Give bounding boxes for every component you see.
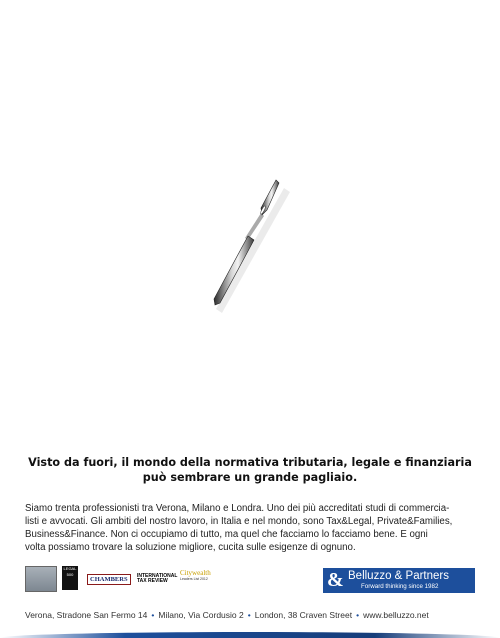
body-line-4: volta possiamo trovare la soluzione migliore, cucita sulle esigenze di ognuno.: [25, 542, 356, 553]
separator-dot: •: [247, 610, 251, 620]
body-copy: [25, 502, 480, 554]
separator-dot: •: [151, 610, 155, 620]
body-line-1: Siamo trenta professionisti tra Verona, Milano e Londra. Uno dei più accreditati studi di commercia-: [25, 503, 450, 514]
headline-line-2: può sembrare un grande pagliaio.: [142, 471, 358, 484]
footer-addresses: [25, 610, 480, 620]
ampersand-icon: &: [327, 569, 344, 591]
headline: [0, 455, 500, 485]
brand-tagline: Forward thinking since 1982: [361, 583, 439, 590]
chambers-logo: CHAMBERS: [87, 574, 131, 585]
bottom-wave: [0, 632, 500, 638]
legal500-uk-logo: [25, 566, 57, 592]
separator-dot: •: [356, 610, 360, 620]
international-tax-review-logo: INTERNATIONAL TAX REVIEW: [137, 573, 178, 584]
body-line-2: listi e avvocati. Gli ambiti del nostro lavoro, in Italia e nel mondo, sono Tax&Legal, Private&Families,: [25, 516, 453, 527]
website-link[interactable]: www.belluzzo.net: [363, 610, 429, 620]
brand-name: Belluzzo & Partners: [348, 570, 449, 582]
award-logos: [25, 566, 225, 592]
citywealth-logo: Citywealth Leaders List 2012: [180, 569, 211, 581]
headline-line-1: Visto da fuori, il mondo della normativa tributaria, legale e finanziaria: [28, 456, 472, 469]
legal500-logo: LEGAL 500: [62, 566, 78, 590]
address-milano: Milano, Via Cordusio 2: [158, 610, 244, 620]
body-line-3: Business&Finance. Non ci occupiamo di tutto, ma quel che facciamo lo facciamo bene. E ogni: [25, 529, 428, 540]
address-london: London, 38 Craven Street: [254, 610, 353, 620]
brand-logo[interactable]: [323, 568, 475, 593]
address-verona: Verona, Stradone San Fermo 14: [25, 610, 148, 620]
